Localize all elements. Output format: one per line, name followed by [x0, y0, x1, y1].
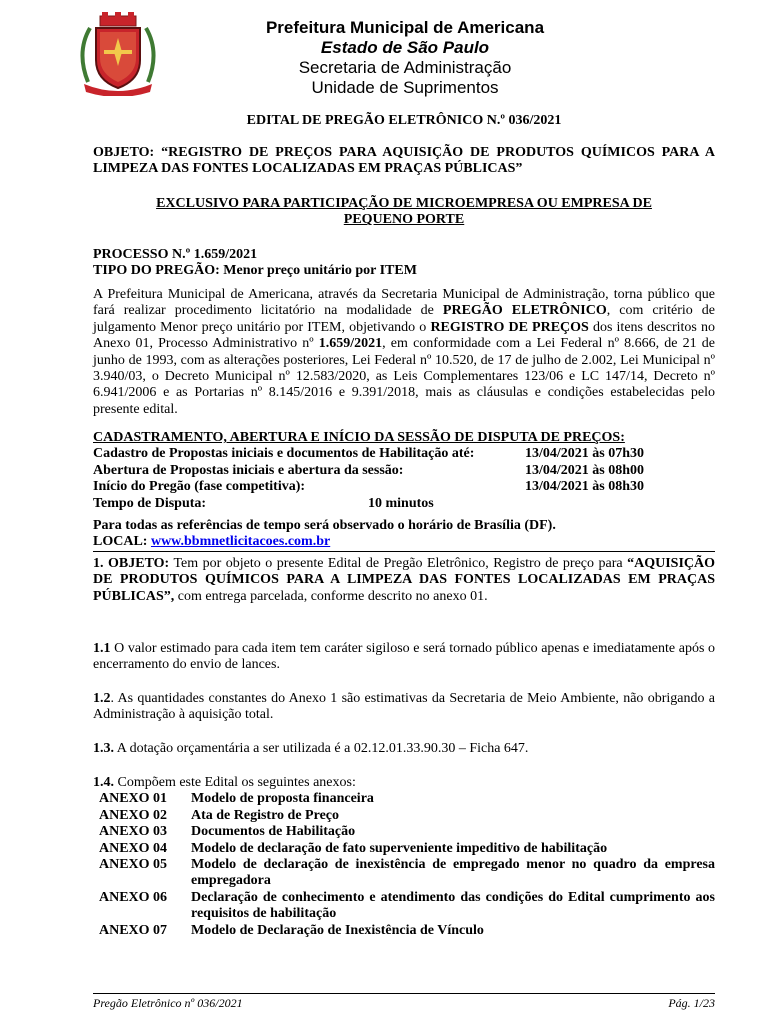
schedule-value: 13/04/2021 às 08h00: [525, 462, 645, 478]
section-1-number: 1. OBJETO:: [93, 556, 170, 571]
exclusivo-notice: EXCLUSIVO PARA PARTICIPAÇÃO DE MICROEMPRESA OU EMPRESA DE PEQUENO PORTE: [156, 196, 652, 228]
header-secretariat: Secretaria de Administração: [298, 58, 512, 77]
section-1-3-number: 1.3.: [93, 741, 114, 756]
section-1-bold: “AQUISIÇÃO DE PRODUTOS QUÍMICOS PARA A LIMPEZA DAS FONTES LOCALIZADAS EM PRAÇAS PÚBLICAS”,: [93, 556, 715, 604]
schedule-heading: CADASTRAMENTO, ABERTURA E INÍCIO DA SESSÃO DE DISPUTA DE PREÇOS:: [93, 430, 625, 445]
brasilia-time-note: Para todas as referências de tempo será observado o horário de Brasília (DF).: [93, 518, 556, 534]
annex-description: Declaração de conhecimento e atendimento das condições do Edital cumprimento aos requisitos de habilitação: [191, 889, 715, 922]
schedule-row: [93, 479, 715, 495]
tipo-value: : Menor preço unitário por ITEM: [215, 263, 417, 278]
annex-code: ANEXO 04: [99, 840, 168, 856]
annex-code: ANEXO 03: [99, 824, 168, 840]
section-1-3: [93, 741, 715, 757]
annex-description: Modelo de declaração de inexistência de empregado menor no quadro da empresa empregadora: [191, 857, 715, 889]
schedule-label: Início do Pregão (fase competitiva):: [93, 479, 306, 495]
page-footer: [93, 996, 715, 1011]
schedule-value: 13/04/2021 às 08h30: [525, 479, 645, 495]
annex-description: Modelo de Declaração de Inexistência de Vínculo: [191, 922, 484, 938]
annex-item: [93, 923, 715, 939]
annex-code: ANEXO 05: [99, 857, 168, 873]
annex-item: [93, 890, 715, 923]
annex-code: ANEXO 01: [99, 791, 168, 807]
annex-description: Documentos de Habilitação: [191, 824, 356, 840]
coat-of-arms-logo: [74, 12, 162, 96]
section-1-text-2: com entrega parcelada, conforme descrito no anexo 01.: [174, 588, 488, 604]
section-1-objeto: [93, 556, 715, 605]
schedule-block: [93, 430, 715, 551]
intro-text-2: , com critério de julgamento Menor preço unitário por ITEM, objetivando o: [93, 303, 715, 335]
annex-item: [93, 824, 715, 840]
intro-text-3: dos itens descritos no Anexo 01, Processo Administrativo nº: [93, 319, 716, 352]
section-1-2: [93, 691, 715, 724]
annex-description: Modelo de declaração de fato superveniente impeditivo de habilitação: [191, 840, 608, 856]
annex-item: [93, 857, 715, 890]
footer-document-ref: Pregão Eletrônico nº 036/2021: [93, 996, 243, 1010]
annex-code: ANEXO 06: [99, 889, 168, 905]
local-line: [93, 534, 715, 550]
header-unit: Unidade de Suprimentos: [311, 78, 499, 97]
header-municipality: Prefeitura Municipal de Americana: [265, 18, 545, 37]
section-1-text-1: Tem por objeto o presente Edital de Pregão Eletrônico, Registro de preço para: [169, 556, 628, 571]
section-1-1-text: O valor estimado para cada item tem caráter sigiloso e será tornado público apenas e imediatamente após o encerramento do envio de lances.: [93, 641, 715, 673]
section-1-4-text: Compõem este Edital os seguintes anexos:: [114, 775, 356, 790]
tempo-label: Tempo de Disputa:: [93, 495, 207, 511]
intro-text-4: , em conformidade com a Lei Federal nº 8.666, de 21 de junho de 1993, com as alterações posteriores, Lei Federal nº 10.520, de 17 de julho de 2.002, Lei Municipal nº 3.940/03, o Decreto Municipal nº 12.583/2020, as Leis Complementares 123/06 e LC 147/14, Decreto nº 6.941/2006 e as Portarias nº 8.145/2016 e 9.391/2018, mais as cláusulas e condições estabelecidas pelo presente edital.: [93, 336, 715, 417]
schedule-row: [93, 496, 715, 512]
schedule-label: Cadastro de Propostas iniciais e documentos de Habilitação até:: [93, 446, 475, 462]
schedule-value: 13/04/2021 às 07h30: [525, 446, 645, 462]
bbmnet-link[interactable]: www.bbmnetlicitacoes.com.br: [150, 534, 331, 550]
schedule-label: Abertura de Propostas iniciais e abertura da sessão:: [93, 462, 404, 478]
intro-text-1: A Prefeitura Municipal de Americana, através da Secretaria Municipal de Administração, torna público que fará realizar procedimento licitatório na modalidade de: [93, 287, 715, 319]
intro-bold-2: REGISTRO DE PREÇOS: [430, 319, 589, 335]
section-1-1: [93, 641, 715, 674]
intro-paragraph: [93, 287, 715, 418]
annex-code: ANEXO 07: [99, 922, 168, 938]
section-1-2-number: 1.2: [93, 691, 111, 706]
local-label: LOCAL:: [93, 534, 151, 550]
header-state: Estado de São Paulo: [320, 38, 490, 57]
section-1-4-number: 1.4.: [93, 775, 114, 790]
annex-code: ANEXO 02: [99, 807, 168, 823]
tipo-pregao: [93, 263, 715, 279]
annex-item: [93, 841, 715, 857]
section-divider: [93, 551, 715, 552]
section-1-2-text: . As quantidades constantes do Anexo 1 são estimativas da Secretaria de Meio Ambiente, não obrigando a Administração à aquisição total.: [93, 691, 715, 723]
annex-item: [93, 791, 715, 807]
section-1-1-number: 1.1: [93, 641, 111, 656]
schedule-row: [93, 463, 715, 479]
section-1-4: [93, 775, 715, 939]
tipo-label: TIPO DO PREGÃO: [93, 263, 216, 278]
objeto-heading: OBJETO: “REGISTRO DE PREÇOS PARA AQUISIÇÃO DE PRODUTOS QUÍMICOS PARA A LIMPEZA DAS FONTES LOCALIZADAS EM PRAÇAS PÚBLICAS”: [93, 145, 715, 177]
footer-page-number: Pág. 1/23: [668, 996, 715, 1010]
tempo-value: 10 minutos: [368, 495, 434, 511]
section-1-3-text: A dotação orçamentária a ser utilizada é a 02.12.01.33.90.30 – Ficha 647.: [114, 741, 529, 756]
annex-description: Modelo de proposta financeira: [191, 791, 374, 807]
intro-bold-1: PREGÃO ELETRÔNICO: [442, 303, 607, 319]
edital-title: EDITAL DE PREGÃO ELETRÔNICO N.º 036/2021: [246, 113, 562, 128]
footer-divider: [93, 993, 715, 994]
schedule-row: [93, 446, 715, 462]
intro-bold-3: 1.659/2021: [318, 336, 383, 352]
annex-item: [93, 808, 715, 824]
processo-number: PROCESSO N.º 1.659/2021: [93, 247, 258, 262]
annex-description: Ata de Registro de Preço: [191, 807, 339, 823]
